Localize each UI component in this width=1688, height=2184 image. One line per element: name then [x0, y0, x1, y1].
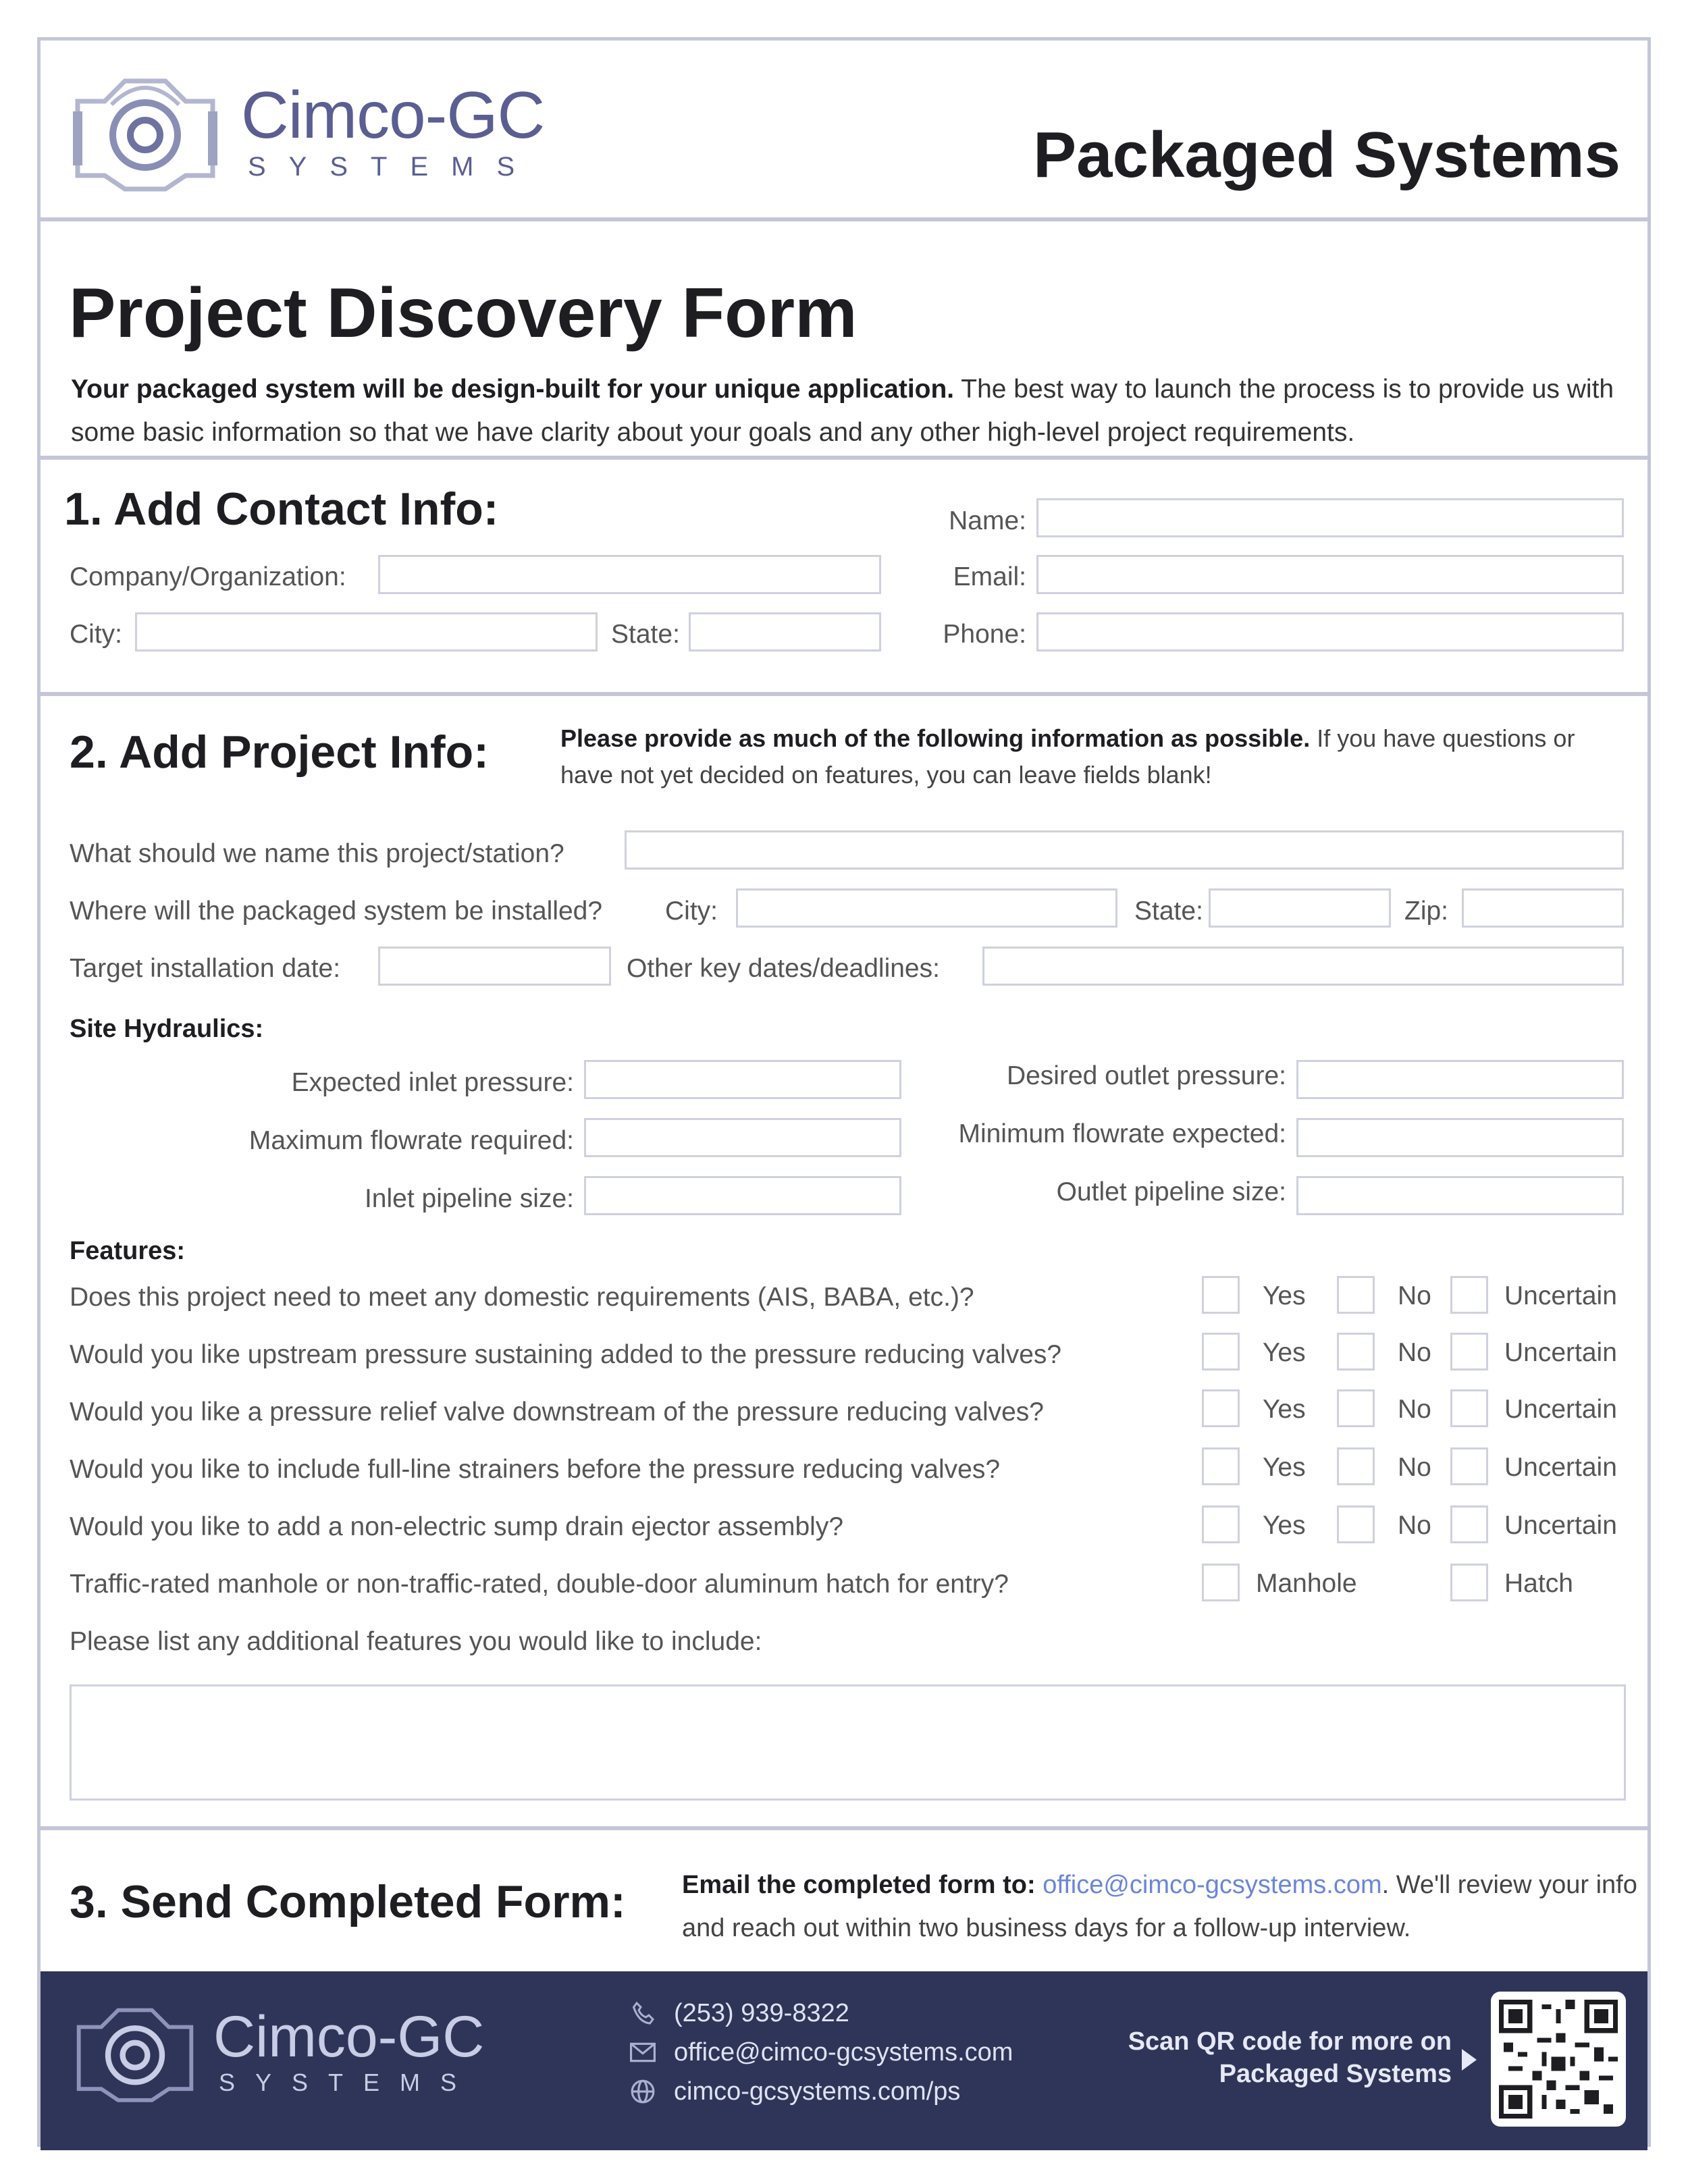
footer-logo-subtitle: SYSTEMS [219, 2069, 477, 2096]
send-note-rest: . We'll review your info and reach out within two business days for a follow-up interview. [682, 1871, 1637, 1942]
qr-code[interactable] [1491, 1992, 1626, 2127]
manhole-checkbox[interactable] [1202, 1564, 1240, 1601]
divider [41, 456, 1647, 460]
yes-label: Yes [1263, 1511, 1306, 1540]
feature-1-no-checkbox[interactable] [1337, 1276, 1375, 1314]
entry-question: Traffic-rated manhole or non-traffic-rated, double-door aluminum hatch for entry? [70, 1570, 1009, 1599]
yes-label: Yes [1263, 1453, 1306, 1482]
state-label: State: [611, 620, 680, 649]
logo-name: Cimco-GC [241, 77, 545, 152]
inlet-pressure-label: Expected inlet pressure: [291, 1068, 574, 1097]
yes-label: Yes [1263, 1281, 1306, 1310]
intro-text [71, 368, 1624, 454]
envelope-icon [628, 2037, 658, 2067]
city-field[interactable] [135, 612, 598, 651]
footer-email[interactable] [628, 2037, 1013, 2067]
feature-5-uncertain-checkbox[interactable] [1450, 1506, 1488, 1543]
contact-section-heading: 1. Add Contact Info: [64, 483, 499, 535]
uncertain-label: Uncertain [1504, 1453, 1617, 1482]
uncertain-label: Uncertain [1504, 1511, 1617, 1540]
min-flow-label: Minimum flowrate expected: [958, 1119, 1286, 1148]
logo-mark-icon [64, 64, 226, 199]
footer-email-text: office@cimco-gcsystems.com [674, 2037, 1013, 2067]
no-label: No [1398, 1338, 1431, 1367]
uncertain-label: Uncertain [1504, 1338, 1617, 1367]
feature-5-yes-checkbox[interactable] [1202, 1506, 1240, 1543]
feature-4-yes-checkbox[interactable] [1202, 1447, 1240, 1485]
yes-label: Yes [1263, 1395, 1306, 1424]
feature-question-4: Would you like to include full-line strainers before the pressure reducing valves? [70, 1455, 1001, 1484]
send-email-link[interactable]: office@cimco-gcsystems.com [1043, 1871, 1382, 1899]
qr-caption: Scan QR code for more on Packaged Systems [1128, 2027, 1452, 2088]
project-name-label: What should we name this project/station? [70, 839, 564, 868]
intro-bold: Your packaged system will be design-built for your unique application. [71, 375, 955, 404]
phone-field[interactable] [1036, 612, 1624, 651]
logo-subtitle: SYSTEMS [248, 151, 538, 182]
hatch-label: Hatch [1504, 1569, 1573, 1598]
hydraulics-heading: Site Hydraulics: [70, 1015, 264, 1043]
send-note [682, 1863, 1641, 1950]
no-label: No [1398, 1281, 1431, 1310]
feature-4-no-checkbox[interactable] [1337, 1447, 1375, 1485]
inlet-pipe-field[interactable] [584, 1176, 901, 1215]
feature-question-3: Would you like a pressure relief valve downstream of the pressure reducing valves? [70, 1397, 1044, 1427]
state-field[interactable] [689, 612, 881, 651]
qr-code-icon [1499, 2000, 1618, 2119]
city-label: City: [70, 620, 122, 649]
footer-web-text: cimco-gcsystems.com/ps [674, 2077, 961, 2106]
other-dates-field[interactable] [982, 947, 1624, 986]
intro-rest: The best way to launch the process is to provide us with some basic information so that we have clarity about your goals and any other high-level project requirements. [71, 375, 1614, 447]
project-note [560, 720, 1627, 793]
install-city-label: City: [665, 897, 718, 926]
target-date-label: Target installation date: [70, 954, 341, 983]
no-label: No [1398, 1511, 1431, 1540]
feature-1-uncertain-checkbox[interactable] [1450, 1276, 1488, 1314]
feature-3-yes-checkbox[interactable] [1202, 1389, 1240, 1427]
feature-4-uncertain-checkbox[interactable] [1450, 1447, 1488, 1485]
footer-logo-mark-icon [68, 1992, 203, 2113]
globe-icon [628, 2077, 658, 2106]
other-dates-label: Other key dates/deadlines: [627, 954, 940, 983]
install-state-field[interactable] [1209, 888, 1391, 928]
footer-phone[interactable] [628, 1998, 849, 2028]
email-label: Email: [953, 562, 1026, 591]
page-title: Project Discovery Form [69, 274, 858, 352]
divider [41, 1826, 1647, 1830]
no-label: No [1398, 1453, 1431, 1482]
company-label: Company/Organization: [70, 562, 346, 591]
header-title: Packaged Systems [1033, 119, 1620, 191]
feature-5-no-checkbox[interactable] [1337, 1506, 1375, 1543]
manhole-label: Manhole [1256, 1569, 1357, 1598]
project-note-rest: If you have questions or have not yet decided on features, you can leave fields blank! [560, 724, 1575, 789]
install-city-field[interactable] [736, 888, 1117, 928]
feature-question-1: Does this project need to meet any domestic requirements (AIS, BABA, etc.)? [70, 1283, 974, 1312]
name-field[interactable] [1036, 498, 1624, 537]
min-flow-field[interactable] [1296, 1118, 1624, 1157]
footer-web[interactable] [628, 2077, 960, 2106]
project-section-heading: 2. Add Project Info: [70, 726, 489, 778]
yes-label: Yes [1263, 1338, 1306, 1367]
phone-label: Phone: [943, 620, 1026, 649]
target-date-field[interactable] [378, 947, 611, 986]
uncertain-label: Uncertain [1504, 1281, 1617, 1310]
feature-2-yes-checkbox[interactable] [1202, 1333, 1240, 1370]
no-label: No [1398, 1395, 1431, 1424]
outlet-pipe-label: Outlet pipeline size: [1056, 1177, 1286, 1206]
company-logo [64, 54, 550, 209]
project-name-field[interactable] [625, 830, 1624, 870]
feature-question-5: Would you like to add a non-electric sump drain ejector assembly? [70, 1512, 844, 1541]
footer [41, 1971, 1647, 2150]
outlet-pressure-label: Desired outlet pressure: [1006, 1061, 1286, 1090]
send-section-heading: 3. Send Completed Form: [70, 1876, 626, 1927]
feature-1-yes-checkbox[interactable] [1202, 1276, 1240, 1314]
inlet-pressure-field[interactable] [584, 1060, 901, 1099]
hatch-checkbox[interactable] [1450, 1564, 1488, 1601]
feature-2-uncertain-checkbox[interactable] [1450, 1333, 1488, 1370]
inlet-pipe-label: Inlet pipeline size: [364, 1184, 574, 1213]
project-note-bold: Please provide as much of the following information as possible. [560, 724, 1311, 752]
feature-2-no-checkbox[interactable] [1337, 1333, 1375, 1370]
divider [41, 217, 1647, 221]
max-flow-label: Maximum flowrate required: [248, 1126, 574, 1155]
footer-logo [68, 1992, 484, 2113]
uncertain-label: Uncertain [1504, 1395, 1617, 1424]
footer-logo-name: Cimco-GC [213, 2004, 485, 2069]
outlet-pipe-field[interactable] [1296, 1176, 1624, 1215]
name-label: Name: [949, 506, 1026, 535]
install-state-label: State: [1134, 897, 1203, 926]
install-zip-field[interactable] [1462, 888, 1624, 928]
feature-3-no-checkbox[interactable] [1337, 1389, 1375, 1427]
feature-3-uncertain-checkbox[interactable] [1450, 1389, 1488, 1427]
feature-question-2: Would you like upstream pressure sustaining added to the pressure reducing valves? [70, 1340, 1062, 1369]
install-location-label: Where will the packaged system be installed? [70, 897, 603, 926]
email-field[interactable] [1036, 555, 1624, 594]
company-field[interactable] [378, 555, 881, 594]
phone-icon [628, 1998, 658, 2028]
install-zip-label: Zip: [1404, 897, 1449, 926]
additional-features-textarea[interactable] [70, 1684, 1626, 1801]
form-sheet [37, 37, 1651, 2147]
features-heading: Features: [70, 1237, 186, 1265]
max-flow-field[interactable] [584, 1118, 901, 1157]
additional-features-label: Please list any additional features you would like to include: [70, 1627, 762, 1656]
arrow-right-icon [1462, 2049, 1477, 2071]
send-note-bold: Email the completed form to: [682, 1871, 1036, 1899]
footer-phone-text: (253) 939-8322 [674, 1998, 849, 2027]
outlet-pressure-field[interactable] [1296, 1060, 1624, 1099]
divider [41, 692, 1647, 696]
